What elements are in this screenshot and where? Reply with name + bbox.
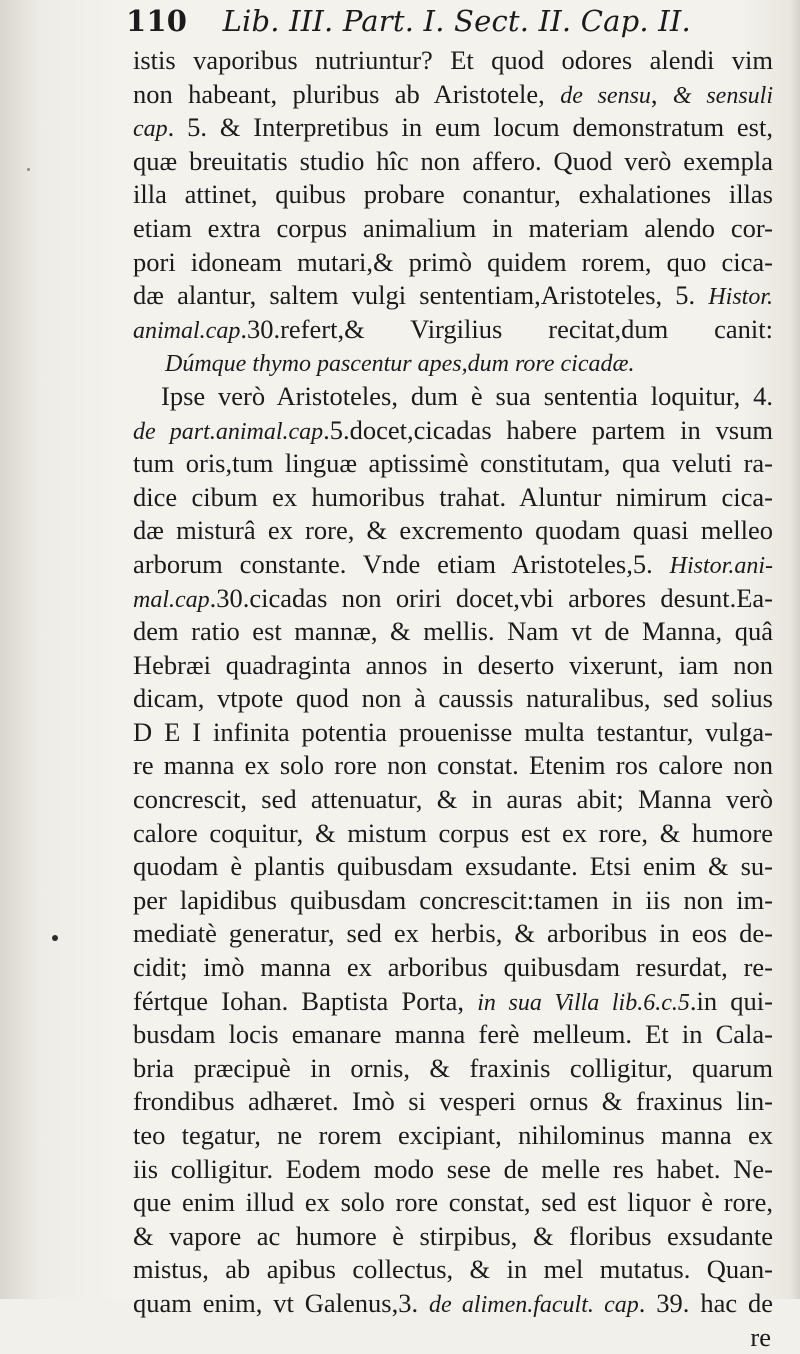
text-line [133, 111, 773, 145]
text-line [133, 178, 773, 212]
roman-span: pori idoneam mutari,& primò quidem rorem, quo cica- [133, 246, 773, 277]
text-line [133, 145, 773, 179]
text-line [133, 850, 773, 884]
roman-span: fértque Iohan. Baptista Porta, [133, 985, 478, 1016]
ink-speck [52, 935, 58, 941]
roman-span: . 5. & Interpretibus in eum locum demonstratum est, [167, 112, 773, 143]
text-line [133, 951, 773, 985]
ink-speck [27, 168, 30, 171]
roman-span: dicam, vtpote quod non à caussis naturalibus, sed solius [133, 683, 773, 714]
text-line [133, 884, 773, 918]
roman-span: illa attinet, quibus probare conantur, exhalationes illas [133, 179, 773, 210]
text-line [133, 414, 773, 448]
text-line [133, 817, 773, 851]
text-line [133, 1119, 773, 1153]
text-line [133, 615, 773, 649]
roman-span: .30.refert,& Virgilius recitat,dum canit: [240, 313, 773, 344]
text-line [133, 682, 773, 716]
roman-span: concrescit, sed attenuatur, & in auras abit; Manna verò [133, 784, 773, 815]
roman-span: Hebræi quadraginta annos in deserto vixerunt, iam non [133, 649, 773, 680]
text-line [133, 1018, 773, 1052]
roman-span: dem ratio est mannæ, & mellis. Nam vt de Manna, quâ [133, 616, 773, 647]
italic-span: cap [133, 116, 168, 143]
italic-span: animal.cap [133, 317, 241, 344]
text-line [133, 1186, 773, 1220]
roman-span: tum oris,tum linguæ aptissimè constitutam, qua veluti ra- [133, 448, 773, 479]
italic-span: de part.animal.cap [133, 418, 324, 445]
roman-span: per lapidibus quibusdam concrescit:tamen in iis non im- [133, 884, 773, 915]
italic-span: Histor.ani- [669, 552, 773, 579]
text-line [133, 279, 773, 313]
roman-span: re manna ex solo rore non constat. Etenim ros calore non [133, 750, 773, 781]
roman-span: cidit; imò manna ex arboribus quibusdam resurdat, re- [133, 952, 773, 983]
roman-span: Ipse verò Aristoteles, dum è sua sententia loquitur, 4. [161, 380, 773, 411]
italic-span: Histor. [708, 284, 773, 311]
text-line [133, 917, 773, 951]
italic-span: Dúmque thymo pascentur apes,dum rore cicadæ. [165, 351, 635, 378]
italic-span: de sensu [560, 82, 651, 109]
italic-span: in sua Villa lib.6.c.5 [477, 989, 690, 1016]
body-text [133, 44, 773, 1354]
catchword: re [750, 1321, 771, 1352]
page-number: 110 [126, 4, 188, 38]
roman-span: mediatè generatur, sed ex herbis, & arboribus in eos de- [133, 918, 773, 949]
roman-span: busdam locis emanare manna ferè melleum. Et in Cala- [133, 1019, 773, 1050]
text-line [133, 246, 773, 280]
text-line [133, 380, 773, 414]
roman-span: mistus, ab apibus collectus, & in mel mutatus. Quan- [133, 1254, 773, 1285]
roman-span: , [650, 78, 673, 109]
text-line [133, 447, 773, 481]
text-line [133, 749, 773, 783]
roman-span: que enim illud ex solo rore constat, sed est liquor è rore, [133, 1187, 773, 1218]
text-line [133, 78, 773, 112]
text-line [133, 212, 773, 246]
roman-span: quam enim, vt Galenus,3. [133, 1287, 429, 1318]
roman-span: .30.cicadas non oriri docet,vbi arbores desunt.Ea- [209, 582, 773, 613]
italic-span: mal.cap [133, 586, 210, 613]
text-line [133, 1287, 773, 1321]
roman-span: istis vaporibus nutriuntur? Et quod odores alendi vim [133, 45, 773, 75]
roman-span: quæ breuitatis studio hîc non affero. Quod verò exempla [133, 145, 773, 176]
roman-span: frondibus adhæret. Imò si vesperi ornus & fraxinus lin- [133, 1086, 773, 1117]
text-line [133, 1052, 773, 1086]
text-line [133, 514, 773, 548]
text-line [133, 582, 773, 616]
roman-span: quodam è plantis quibusdam exsudante. Etsi enim & su- [133, 851, 773, 882]
roman-span: . 39. hac de [638, 1287, 773, 1318]
text-line [133, 985, 773, 1019]
text-line [133, 1253, 773, 1287]
roman-span: & vapore ac humore è stirpibus, & floribus exsudante [133, 1220, 773, 1251]
text-line [133, 649, 773, 683]
roman-span: arborum constante. Vnde etiam Aristoteles,5. [133, 548, 670, 579]
text-line [133, 716, 773, 750]
text-line [133, 1220, 773, 1254]
text-line [133, 1085, 773, 1119]
text-line [133, 346, 773, 380]
roman-span: dice cibum ex humoribus trahat. Aluntur nimirum cica- [133, 481, 773, 512]
roman-span: calore coquitur, & mistum corpus est ex rore, & humore [133, 817, 773, 848]
roman-span: non habeant, pluribus ab Aristotele, [133, 78, 561, 109]
roman-span: .in qui- [689, 985, 773, 1016]
running-header [126, 4, 776, 44]
running-title: Lib. III. Part. I. Sect. II. Cap. II. [222, 4, 691, 38]
text-line [133, 1153, 773, 1187]
text-line [133, 783, 773, 817]
roman-span: D E I infinita potentia prouenisse multa testantur, vulga- [133, 716, 773, 747]
roman-span: iis colligitur. Eodem modo sese de melle res habet. Ne- [133, 1153, 773, 1184]
roman-span: .5.docet,cicadas habere partem in vsum [323, 414, 773, 445]
text-line [133, 481, 773, 515]
text-line [133, 44, 773, 78]
roman-span: teo tegatur, ne rorem excipiant, nihilominus manna ex [133, 1120, 773, 1150]
text-line [133, 548, 773, 582]
roman-span: bria præcipuè in ornis, & fraxinis colligitur, quarum [133, 1052, 773, 1083]
italic-span: de alimen.facult. cap [428, 1291, 639, 1318]
roman-span: etiam extra corpus animalium in materiam alendo cor- [133, 212, 773, 243]
roman-span: dæ alantur, saltem vulgi sententiam,Aristoteles, 5. [133, 280, 709, 311]
italic-span: & sensuli [672, 82, 774, 109]
text-line [133, 313, 773, 347]
roman-span: dæ misturâ ex rore, & excremento quodam quasi melleo [133, 515, 773, 546]
